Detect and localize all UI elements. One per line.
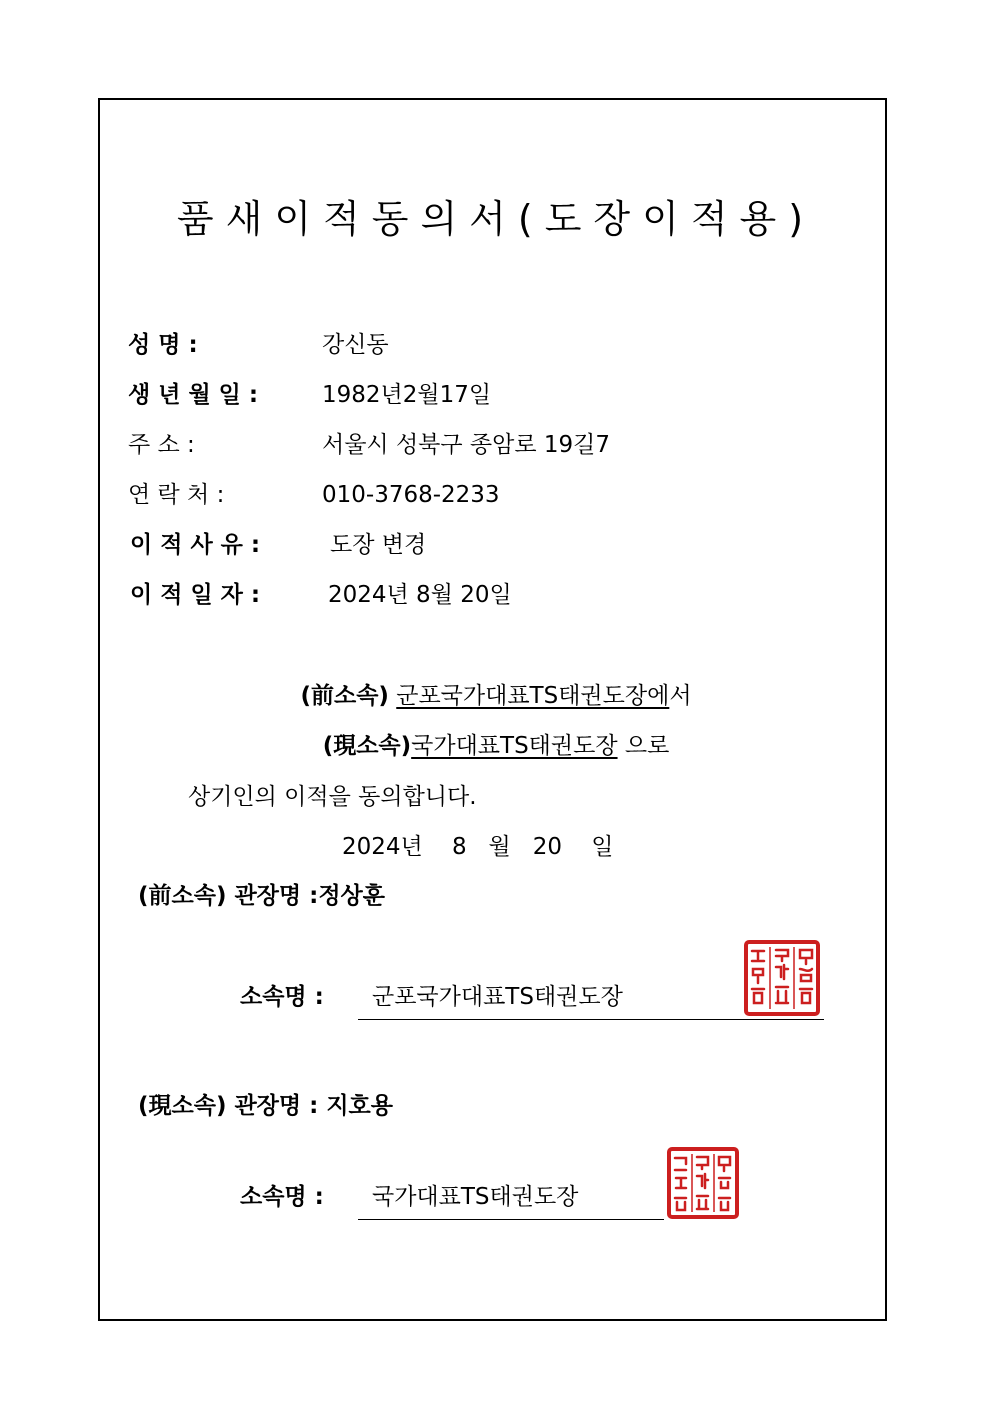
current-signature-line	[358, 1219, 664, 1220]
field-label-reason: 이 적 사 유 :	[130, 532, 261, 558]
previous-signature-line	[358, 1019, 824, 1020]
previous-affiliation-prefix: (前소속)	[300, 683, 389, 709]
previous-org-label: 소속명 :	[240, 984, 324, 1010]
previous-dojang-seal	[743, 939, 821, 1017]
field-value-contact: 010-3768-2233	[322, 482, 500, 508]
field-label-transfer-date: 이 적 일 자 :	[130, 582, 261, 608]
field-label-contact: 연 락 처 :	[128, 482, 225, 508]
field-label-name: 성 명 :	[128, 332, 198, 358]
previous-affiliation-line	[0, 685, 992, 708]
field-value-birthdate: 1982년2월17일	[322, 382, 492, 408]
field-value-address: 서울시 성북구 종암로 19길7	[322, 432, 611, 458]
current-affiliation-prefix: (現소속)	[322, 733, 412, 759]
field-value-reason: 도장 변경	[330, 532, 427, 558]
previous-org-name: 군포국가대표TS태권도장	[372, 984, 623, 1010]
current-org-name: 국가대표TS태권도장	[372, 1184, 579, 1210]
consent-date: 2024년 8 월 20 일	[342, 834, 614, 860]
previous-dojang-name: 군포국가대표TS태권도장에	[396, 683, 670, 709]
field-value-name: 강신동	[322, 332, 389, 358]
document-frame	[98, 98, 887, 1321]
current-affiliation-suffix: 으로	[624, 733, 670, 759]
previous-director-heading: (前소속) 관장명 :정상훈	[138, 883, 385, 909]
previous-affiliation-suffix: 서	[669, 683, 692, 709]
current-director-heading: (現소속) 관장명 : 지호용	[138, 1093, 393, 1119]
current-affiliation-line	[0, 735, 992, 758]
field-label-address: 주 소 :	[128, 432, 195, 458]
field-value-transfer-date: 2024년 8월 20일	[328, 582, 512, 608]
consent-statement: 상기인의 이적을 동의합니다.	[188, 784, 477, 810]
current-dojang-seal	[666, 1146, 740, 1220]
field-label-birthdate: 생 년 월 일 :	[128, 382, 259, 408]
current-org-label: 소속명 :	[240, 1184, 324, 1210]
document-title: 품새이적동의서(도장이적용)	[176, 197, 816, 241]
current-dojang-name: 국가대표TS태권도장	[411, 733, 618, 759]
